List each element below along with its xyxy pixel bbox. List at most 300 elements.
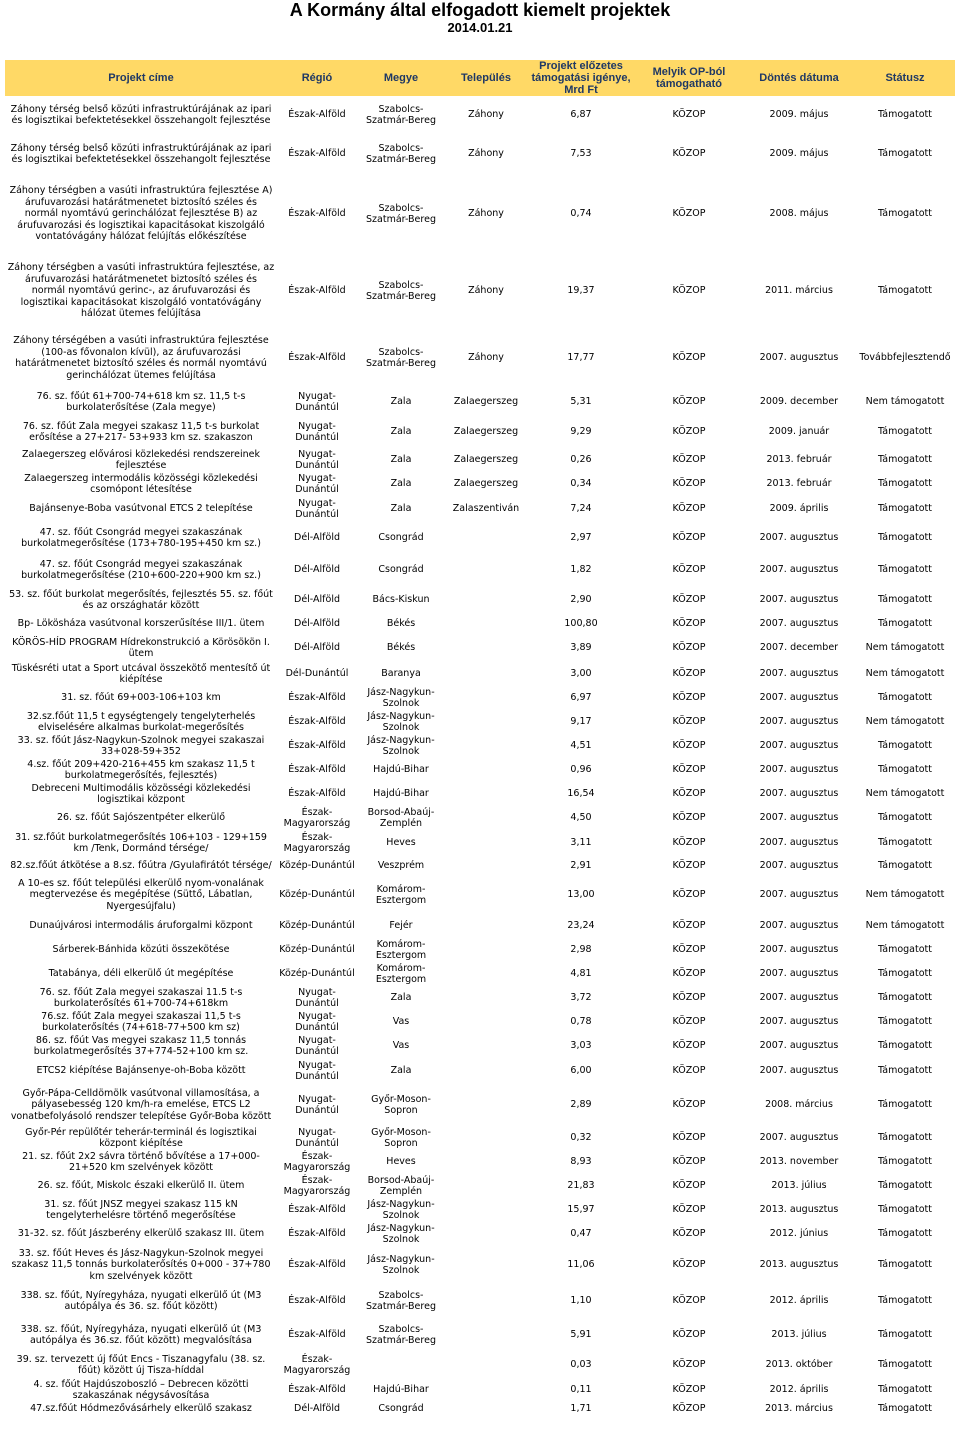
settlement-cell <box>445 962 527 986</box>
settlement-cell <box>445 710 527 734</box>
settlement-cell <box>445 1284 527 1318</box>
status-cell: Támogatott <box>878 1228 932 1240</box>
op-cell: KÖZOP <box>672 992 706 1004</box>
project-title-cell: 39. sz. tervezett új főút Encs - Tiszanagyfalu (38. sz. főút) között új Tisza-híddal <box>16 1353 266 1376</box>
county-cell: Csongrád <box>378 532 424 544</box>
region-cell: Észak-Alföld <box>288 208 346 220</box>
status-cell: Támogatott <box>878 1384 932 1396</box>
table-row <box>5 496 955 522</box>
decision-date-cell: 2009. január <box>768 426 830 438</box>
county-cell: Vas <box>392 1040 410 1052</box>
table-row <box>5 614 955 634</box>
settlement-cell <box>445 914 527 938</box>
decision-date-cell: 2007. augusztus <box>759 812 839 824</box>
settlement-cell <box>445 782 527 806</box>
status-cell: Támogatott <box>878 1204 932 1216</box>
amount-cell: 1,10 <box>570 1295 592 1307</box>
region-cell: Dél-Alföld <box>294 564 340 576</box>
table-row <box>5 416 955 448</box>
county-cell: Szabolcs-Szatmár-Bereg <box>366 103 436 126</box>
status-cell: Támogatott <box>878 860 932 872</box>
op-cell: KÖZOP <box>672 503 706 515</box>
decision-date-cell: 2007. augusztus <box>759 788 839 800</box>
project-title-cell: 33. sz. főút Heves és Jász-Nagykun-Szolnok megyei szakasz 11,5 tonnás burkolaterősítés 0+000 - 37+780 km szelvények között <box>11 1247 271 1282</box>
op-cell: KÖZOP <box>672 920 706 932</box>
decision-date-cell: 2007. augusztus <box>759 1040 839 1052</box>
region-cell: Dél-Alföld <box>294 594 340 606</box>
county-cell: Veszprém <box>377 860 425 872</box>
amount-cell: 9,17 <box>570 716 592 728</box>
county-cell: Jász-Nagykun-Szolnok <box>367 686 435 709</box>
project-title-cell: Záhony térségben a vasúti infrastruktúra fejlesztése A) árufuvarozási határátmenetet biztosító széles és normál nyomtávú gerinchálózat fejlesztése B) az árufuvarozási és logisztikai kapacitásokat kiszolgáló vontatóvágány hálózat felújítás előkészítése <box>9 185 273 243</box>
status-cell: Támogatott <box>878 503 932 515</box>
project-title-cell: Dunaújvárosi intermodális áruforgalmi központ <box>29 920 253 932</box>
county-cell: Hajdú-Bihar <box>373 1384 429 1396</box>
table-header-row <box>5 60 955 96</box>
op-cell: KÖZOP <box>672 1132 706 1144</box>
decision-date-cell: 2007. augusztus <box>759 692 839 704</box>
county-cell: Jász-Nagykun-Szolnok <box>367 710 435 733</box>
op-cell: KÖZOP <box>672 1228 706 1240</box>
table-row <box>5 1034 955 1058</box>
county-cell: Zala <box>390 992 412 1004</box>
table-row <box>5 710 955 734</box>
decision-date-cell: 2007. augusztus <box>759 1065 839 1077</box>
op-cell: KÖZOP <box>672 1016 706 1028</box>
settlement-cell <box>445 758 527 782</box>
region-cell: Észak-Alföld <box>288 109 346 121</box>
project-title-cell: 82.sz.főút átkötése a 8.sz. főútra /Gyulafirátót térsége/ <box>10 860 272 872</box>
amount-cell: 3,11 <box>570 837 592 849</box>
table-row <box>5 1352 955 1378</box>
settlement-cell <box>445 586 527 614</box>
county-cell: Zala <box>390 478 412 490</box>
project-title-cell: Debreceni Multimodális közösségi közlekedési logisztikai központ <box>31 782 251 805</box>
op-cell: KÖZOP <box>672 1384 706 1396</box>
table-row <box>5 662 955 686</box>
county-cell: Bács-Kiskun <box>372 594 430 606</box>
settlement-cell: Zalaszentiván <box>452 503 520 515</box>
amount-cell: 3,03 <box>570 1040 592 1052</box>
op-cell: KÖZOP <box>672 860 706 872</box>
status-cell: Támogatott <box>878 285 932 297</box>
amount-cell: 3,72 <box>570 992 592 1004</box>
project-title-cell: Záhony térség belső közúti infrastruktúrájának az ipari és logisztikai befektetésekkel összehangolt fejlesztése <box>10 103 272 126</box>
county-cell: Szabolcs-Szatmár-Bereg <box>366 1289 436 1312</box>
county-cell: Csongrád <box>378 564 424 576</box>
table-row <box>5 686 955 710</box>
decision-date-cell: 2013. július <box>771 1180 827 1192</box>
amount-cell: 0,03 <box>570 1359 592 1371</box>
table-row <box>5 1174 955 1198</box>
county-cell: Szabolcs-Szatmár-Bereg <box>366 346 436 369</box>
project-title-cell: ETCS2 kiépítése Bajánsenye-oh-Boba között <box>36 1065 246 1077</box>
op-cell: KÖZOP <box>672 740 706 752</box>
county-cell: Győr-Moson-Sopron <box>371 1093 431 1116</box>
op-cell: KÖZOP <box>672 889 706 901</box>
project-title-cell: Zalaegerszeg intermodális közösségi közlekedési csomópont létesítése <box>24 472 258 495</box>
region-cell: Észak-Magyarország <box>283 806 351 829</box>
amount-cell: 21,83 <box>567 1180 595 1192</box>
project-title-cell: 31. sz.főút burkolatmegerősítés 106+103 - 129+159 km /Tenk, Dormánd térsége/ <box>15 831 267 854</box>
project-title-cell: KÖRÖS-HÍD PROGRAM Hídrekonstrukció a Körösökön I. ütem <box>12 636 270 659</box>
county-cell: Heves <box>386 837 416 849</box>
table-row <box>5 448 955 472</box>
settlement-cell <box>445 938 527 962</box>
settlement-cell: Záhony <box>468 109 504 121</box>
decision-date-cell: 2007. augusztus <box>759 740 839 752</box>
region-cell: Közép-Dunántúl <box>279 944 355 956</box>
table-row <box>5 1318 955 1352</box>
status-cell: Támogatott <box>878 1099 932 1111</box>
settlement-cell <box>445 662 527 686</box>
op-cell: KÖZOP <box>672 618 706 630</box>
decision-date-cell: 2012. április <box>769 1295 829 1307</box>
project-title-cell: 47.sz.főút Hódmezővásárhely elkerülő szakasz <box>30 1403 252 1415</box>
decision-date-cell: 2007. augusztus <box>759 1132 839 1144</box>
county-cell: Zala <box>390 454 412 466</box>
column-status-header: Státusz <box>855 60 955 96</box>
op-cell: KÖZOP <box>672 1156 706 1168</box>
amount-cell: 23,24 <box>567 920 595 932</box>
amount-cell: 2,98 <box>570 944 592 956</box>
county-cell: Vas <box>392 1016 410 1028</box>
status-cell: Nem támogatott <box>865 788 945 800</box>
status-cell: Támogatott <box>878 740 932 752</box>
op-cell: KÖZOP <box>672 764 706 776</box>
decision-date-cell: 2007. augusztus <box>759 837 839 849</box>
region-cell: Dél-Alföld <box>294 532 340 544</box>
decision-date-cell: 2013. október <box>765 1359 833 1371</box>
op-cell: KÖZOP <box>672 148 706 160</box>
project-title-cell: 4.sz. főút 209+420-216+455 km szakasz 11,5 t burkolatmegerősítés, fejlesztés) <box>27 758 255 781</box>
column-settlement-header: Település <box>445 60 527 96</box>
op-cell: KÖZOP <box>672 1359 706 1371</box>
region-cell: Észak-Alföld <box>288 1204 346 1216</box>
settlement-cell <box>445 1246 527 1284</box>
region-cell: Dél-Alföld <box>294 618 340 630</box>
table-row <box>5 758 955 782</box>
project-title-cell: 31-32. sz. főút Jászberény elkerülő szakasz III. ütem <box>17 1228 265 1240</box>
status-cell: Továbbfejlesztendő <box>859 352 951 364</box>
region-cell: Közép-Dunántúl <box>279 860 355 872</box>
table-row <box>5 1084 955 1126</box>
county-cell: Baranya <box>381 668 421 680</box>
table-body <box>5 96 955 1416</box>
region-cell: Észak-Alföld <box>288 740 346 752</box>
project-title-cell: Győr-Pér repülőtér teherár-terminál és logisztikai központ kiépítése <box>25 1126 257 1149</box>
status-cell: Támogatott <box>878 1156 932 1168</box>
table-row <box>5 806 955 830</box>
status-cell: Támogatott <box>878 1329 932 1341</box>
county-cell: Fejér <box>389 920 413 932</box>
op-cell: KÖZOP <box>672 532 706 544</box>
region-cell: Észak-Alföld <box>288 1384 346 1396</box>
settlement-cell: Záhony <box>468 208 504 220</box>
project-title-cell: 31. sz. főút JNSZ megyei szakasz 115 kN tengelyterhelésre történő megerősítése <box>44 1198 238 1221</box>
decision-date-cell: 2013. augusztus <box>759 1204 839 1216</box>
op-cell: KÖZOP <box>672 109 706 121</box>
county-cell: Hajdú-Bihar <box>373 764 429 776</box>
op-cell: KÖZOP <box>672 692 706 704</box>
op-cell: KÖZOP <box>672 1204 706 1216</box>
settlement-cell <box>445 614 527 634</box>
status-cell: Nem támogatott <box>865 716 945 728</box>
project-title-cell: 338. sz. főút, Nyíregyháza, nyugati elkerülő út (M3 autópálya és 36.sz. főút között) megvalósítása <box>20 1323 262 1346</box>
region-cell: Dél-Dunántúl <box>285 668 349 680</box>
table-row <box>5 1222 955 1246</box>
decision-date-cell: 2009. május <box>769 109 829 121</box>
decision-date-cell: 2007. augusztus <box>759 532 839 544</box>
region-cell: Észak-Alföld <box>288 716 346 728</box>
amount-cell: 4,81 <box>570 968 592 980</box>
status-cell: Támogatott <box>878 837 932 849</box>
op-cell: KÖZOP <box>672 208 706 220</box>
table-row <box>5 1246 955 1284</box>
settlement-cell: Zalaegerszeg <box>453 478 519 490</box>
table-row <box>5 1198 955 1222</box>
county-cell: Zala <box>390 503 412 515</box>
region-cell: Észak-Alföld <box>288 692 346 704</box>
column-project-title-header: Projekt címe <box>5 60 277 96</box>
decision-date-cell: 2011. március <box>765 285 833 297</box>
settlement-cell <box>445 554 527 586</box>
county-cell: Győr-Moson-Sopron <box>371 1126 431 1149</box>
region-cell: Nyugat-Dunántúl <box>295 420 339 443</box>
decision-date-cell: 2007. augusztus <box>759 594 839 606</box>
amount-cell: 0,34 <box>570 478 592 490</box>
region-cell: Észak-Magyarország <box>283 831 351 854</box>
project-title-cell: 86. sz. főút Vas megyei szakasz 11,5 tonnás burkolatmegerősítés 37+774-52+100 km sz. <box>33 1034 249 1057</box>
table-row <box>5 634 955 662</box>
settlement-cell <box>445 1010 527 1034</box>
region-cell: Észak-Alföld <box>288 148 346 160</box>
region-cell: Észak-Alföld <box>288 788 346 800</box>
status-cell: Támogatott <box>878 1180 932 1192</box>
decision-date-cell: 2013. március <box>765 1403 833 1415</box>
project-title-cell: Győr-Pápa-Celldömölk vasútvonal villamosítása, a pályasebesség 120 km/h-ra emelése, ETCS L2 vonatbefolyásoló rendszer telepítése Győr-Boba között <box>10 1087 272 1122</box>
status-cell: Támogatott <box>878 208 932 220</box>
decision-date-cell: 2009. december <box>759 396 839 408</box>
settlement-cell <box>445 522 527 554</box>
decision-date-cell: 2013. február <box>766 454 832 466</box>
op-cell: KÖZOP <box>672 564 706 576</box>
settlement-cell <box>445 1318 527 1352</box>
county-cell: Jász-Nagykun-Szolnok <box>367 1253 435 1276</box>
project-title-cell: 47. sz. főút Csongrád megyei szakaszának burkolatmegerősítése (173+780-195+450 km sz.) <box>21 526 261 549</box>
region-cell: Észak-Alföld <box>288 1228 346 1240</box>
settlement-cell <box>445 1126 527 1150</box>
decision-date-cell: 2008. március <box>765 1099 833 1111</box>
project-title-cell: Tatabánya, déli elkerülő út megépítése <box>48 968 234 980</box>
op-cell: KÖZOP <box>672 1329 706 1341</box>
region-cell: Észak-Magyarország <box>283 1150 351 1173</box>
op-cell: KÖZOP <box>672 968 706 980</box>
projects-table <box>5 60 955 1416</box>
region-cell: Nyugat-Dunántúl <box>295 448 339 471</box>
amount-cell: 3,00 <box>570 668 592 680</box>
op-cell: KÖZOP <box>672 1099 706 1111</box>
project-title-cell: Bajánsenye-Boba vasútvonal ETCS 2 telepítése <box>29 503 253 515</box>
amount-cell: 0,74 <box>570 208 592 220</box>
table-row <box>5 986 955 1010</box>
table-row <box>5 1126 955 1150</box>
region-cell: Nyugat-Dunántúl <box>295 1059 339 1082</box>
status-cell: Támogatott <box>878 1259 932 1271</box>
table-row <box>5 174 955 254</box>
op-cell: KÖZOP <box>672 1065 706 1077</box>
decision-date-cell: 2008. május <box>769 208 829 220</box>
amount-cell: 0,47 <box>570 1228 592 1240</box>
county-cell: Békés <box>386 642 416 654</box>
op-cell: KÖZOP <box>672 1295 706 1307</box>
settlement-cell <box>445 986 527 1010</box>
county-cell: Borsod-Abaúj-Zemplén <box>367 806 435 829</box>
status-cell: Támogatott <box>878 764 932 776</box>
document-date: 2014.01.21 <box>447 20 513 35</box>
amount-cell: 15,97 <box>567 1204 595 1216</box>
status-cell: Támogatott <box>878 109 932 121</box>
region-cell: Észak-Alföld <box>288 764 346 776</box>
status-cell: Nem támogatott <box>865 642 945 654</box>
status-cell: Támogatott <box>878 1016 932 1028</box>
county-cell: Jász-Nagykun-Szolnok <box>367 1198 435 1221</box>
table-row <box>5 522 955 554</box>
amount-cell: 2,91 <box>570 860 592 872</box>
amount-cell: 8,93 <box>570 1156 592 1168</box>
settlement-cell <box>445 734 527 758</box>
status-cell: Támogatott <box>878 812 932 824</box>
status-cell: Támogatott <box>878 532 932 544</box>
county-cell: Jász-Nagykun-Szolnok <box>367 734 435 757</box>
county-cell: Hajdú-Bihar <box>373 788 429 800</box>
county-cell: Zala <box>390 396 412 408</box>
project-title-cell: 76. sz. főút Zala megyei szakaszai 11.5 t-s burkolaterősítés 61+700-74+618km <box>39 986 243 1009</box>
amount-cell: 1,71 <box>570 1403 592 1415</box>
project-title-cell: Tüskésréti utat a Sport utcával összekötő mentesítő út kiépítése <box>11 662 271 685</box>
column-op-header: Melyik OP-ból támogatható <box>635 60 743 96</box>
settlement-cell <box>445 856 527 876</box>
amount-cell: 0,32 <box>570 1132 592 1144</box>
amount-cell: 1,82 <box>570 564 592 576</box>
table-row <box>5 472 955 496</box>
settlement-cell <box>445 1222 527 1246</box>
region-cell: Nyugat-Dunántúl <box>295 1010 339 1033</box>
decision-date-cell: 2007. augusztus <box>759 968 839 980</box>
op-cell: KÖZOP <box>672 396 706 408</box>
settlement-cell: Záhony <box>468 352 504 364</box>
status-cell: Támogatott <box>878 1065 932 1077</box>
project-title-cell: Sárberek-Bánhida közúti összekötése <box>52 944 230 956</box>
amount-cell: 100,80 <box>564 618 598 630</box>
amount-cell: 2,90 <box>570 594 592 606</box>
table-row <box>5 1010 955 1034</box>
table-row <box>5 388 955 416</box>
decision-date-cell: 2007. augusztus <box>759 764 839 776</box>
table-row <box>5 962 955 986</box>
region-cell: Észak-Alföld <box>288 1329 346 1341</box>
decision-date-cell: 2012. június <box>769 1228 829 1240</box>
decision-date-cell: 2007. augusztus <box>759 1016 839 1028</box>
settlement-cell <box>445 1034 527 1058</box>
project-title-cell: 33. sz. főút Jász-Nagykun-Szolnok megyei szakaszai 33+028-59+352 <box>17 734 265 757</box>
region-cell: Közép-Dunántúl <box>279 968 355 980</box>
op-cell: KÖZOP <box>672 1040 706 1052</box>
region-cell: Észak-Alföld <box>288 285 346 297</box>
op-cell: KÖZOP <box>672 285 706 297</box>
table-row <box>5 856 955 876</box>
status-cell: Támogatott <box>878 478 932 490</box>
region-cell: Észak-Alföld <box>288 1259 346 1271</box>
status-cell: Támogatott <box>878 1040 932 1052</box>
decision-date-cell: 2013. február <box>766 478 832 490</box>
amount-cell: 16,54 <box>567 788 595 800</box>
status-cell: Támogatott <box>878 426 932 438</box>
document-title: A Kormány által elfogadott kiemelt projektek <box>289 0 671 20</box>
table-row <box>5 782 955 806</box>
column-decision-date-header: Döntés dátuma <box>743 60 855 96</box>
decision-date-cell: 2007. augusztus <box>759 352 839 364</box>
amount-cell: 0,26 <box>570 454 592 466</box>
status-cell: Támogatott <box>878 692 932 704</box>
project-title-cell: Bp- Lökösháza vasútvonal korszerűsítése III/1. ütem <box>17 618 265 630</box>
project-title-cell: 53. sz. főút burkolat megerősítés, fejlesztés 55. sz. főút és az országhatár között <box>9 588 273 611</box>
table-row <box>5 586 955 614</box>
project-title-cell: 21. sz. főút 2x2 sávra történő bővítése a 17+000-21+520 km szelvények között <box>22 1150 260 1173</box>
settlement-cell <box>445 830 527 856</box>
amount-cell: 0,96 <box>570 764 592 776</box>
settlement-cell: Záhony <box>468 148 504 160</box>
decision-date-cell: 2013. augusztus <box>759 1259 839 1271</box>
region-cell: Nyugat-Dunántúl <box>295 390 339 413</box>
status-cell: Támogatott <box>878 944 932 956</box>
project-title-cell: 32.sz.főút 11,5 t egységtengely tengelyterhelés elviselésére alkalmas burkolat-megerősítés <box>26 710 256 733</box>
region-cell: Észak-Alföld <box>288 352 346 364</box>
county-cell: Zala <box>390 1065 412 1077</box>
table-row <box>5 1378 955 1402</box>
county-cell: Komárom-Esztergom <box>375 962 427 985</box>
op-cell: KÖZOP <box>672 426 706 438</box>
amount-cell: 9,29 <box>570 426 592 438</box>
county-cell: Csongrád <box>378 1403 424 1415</box>
status-cell: Támogatott <box>878 564 932 576</box>
project-title-cell: Záhony térségben a vasúti infrastruktúra fejlesztése, az árufuvarozási határátmenetet biztosító széles és normál nyomtávú gerinc-, az árufuvarozási és logisztikai kapacitásokat kiszolgáló vontatóvágány hálózat ütemes felújítása <box>7 262 275 320</box>
settlement-cell <box>445 1198 527 1222</box>
amount-cell: 17,77 <box>567 352 595 364</box>
status-cell: Támogatott <box>878 454 932 466</box>
project-title-cell: 4. sz. főút Hajdúszoboszló – Debrecen közötti szakaszának négysávosítása <box>33 1378 249 1401</box>
region-cell: Dél-Alföld <box>294 642 340 654</box>
county-cell <box>357 1352 445 1378</box>
decision-date-cell: 2007. augusztus <box>759 944 839 956</box>
op-cell: KÖZOP <box>672 668 706 680</box>
settlement-cell <box>445 1084 527 1126</box>
decision-date-cell: 2007. augusztus <box>759 889 839 901</box>
county-cell: Szabolcs-Szatmár-Bereg <box>366 1323 436 1346</box>
settlement-cell: Zalaegerszeg <box>453 454 519 466</box>
table-row <box>5 830 955 856</box>
op-cell: KÖZOP <box>672 788 706 800</box>
project-title-cell: 31. sz. főút 69+003-106+103 km <box>61 692 221 704</box>
project-title-cell: Záhony térségében a vasúti infrastruktúra fejlesztése (100-as fővonalon kívül), az árufuvarozási határátmenetet biztosító széles és normál nyomtávú gerinchálózat ütemes felújítása <box>13 335 269 381</box>
amount-cell: 0,11 <box>570 1384 592 1396</box>
project-title-cell: Zalaegerszeg elővárosi közlekedési rendszereinek fejlesztése <box>22 448 260 471</box>
table-row <box>5 1402 955 1416</box>
region-cell: Észak-Alföld <box>288 1295 346 1307</box>
status-cell: Nem támogatott <box>865 396 945 408</box>
decision-date-cell: 2009. április <box>769 503 829 515</box>
project-title-cell: 47. sz. főút Csongrád megyei szakaszának burkolatmegerősítése (210+600-220+900 km sz.) <box>21 558 261 581</box>
